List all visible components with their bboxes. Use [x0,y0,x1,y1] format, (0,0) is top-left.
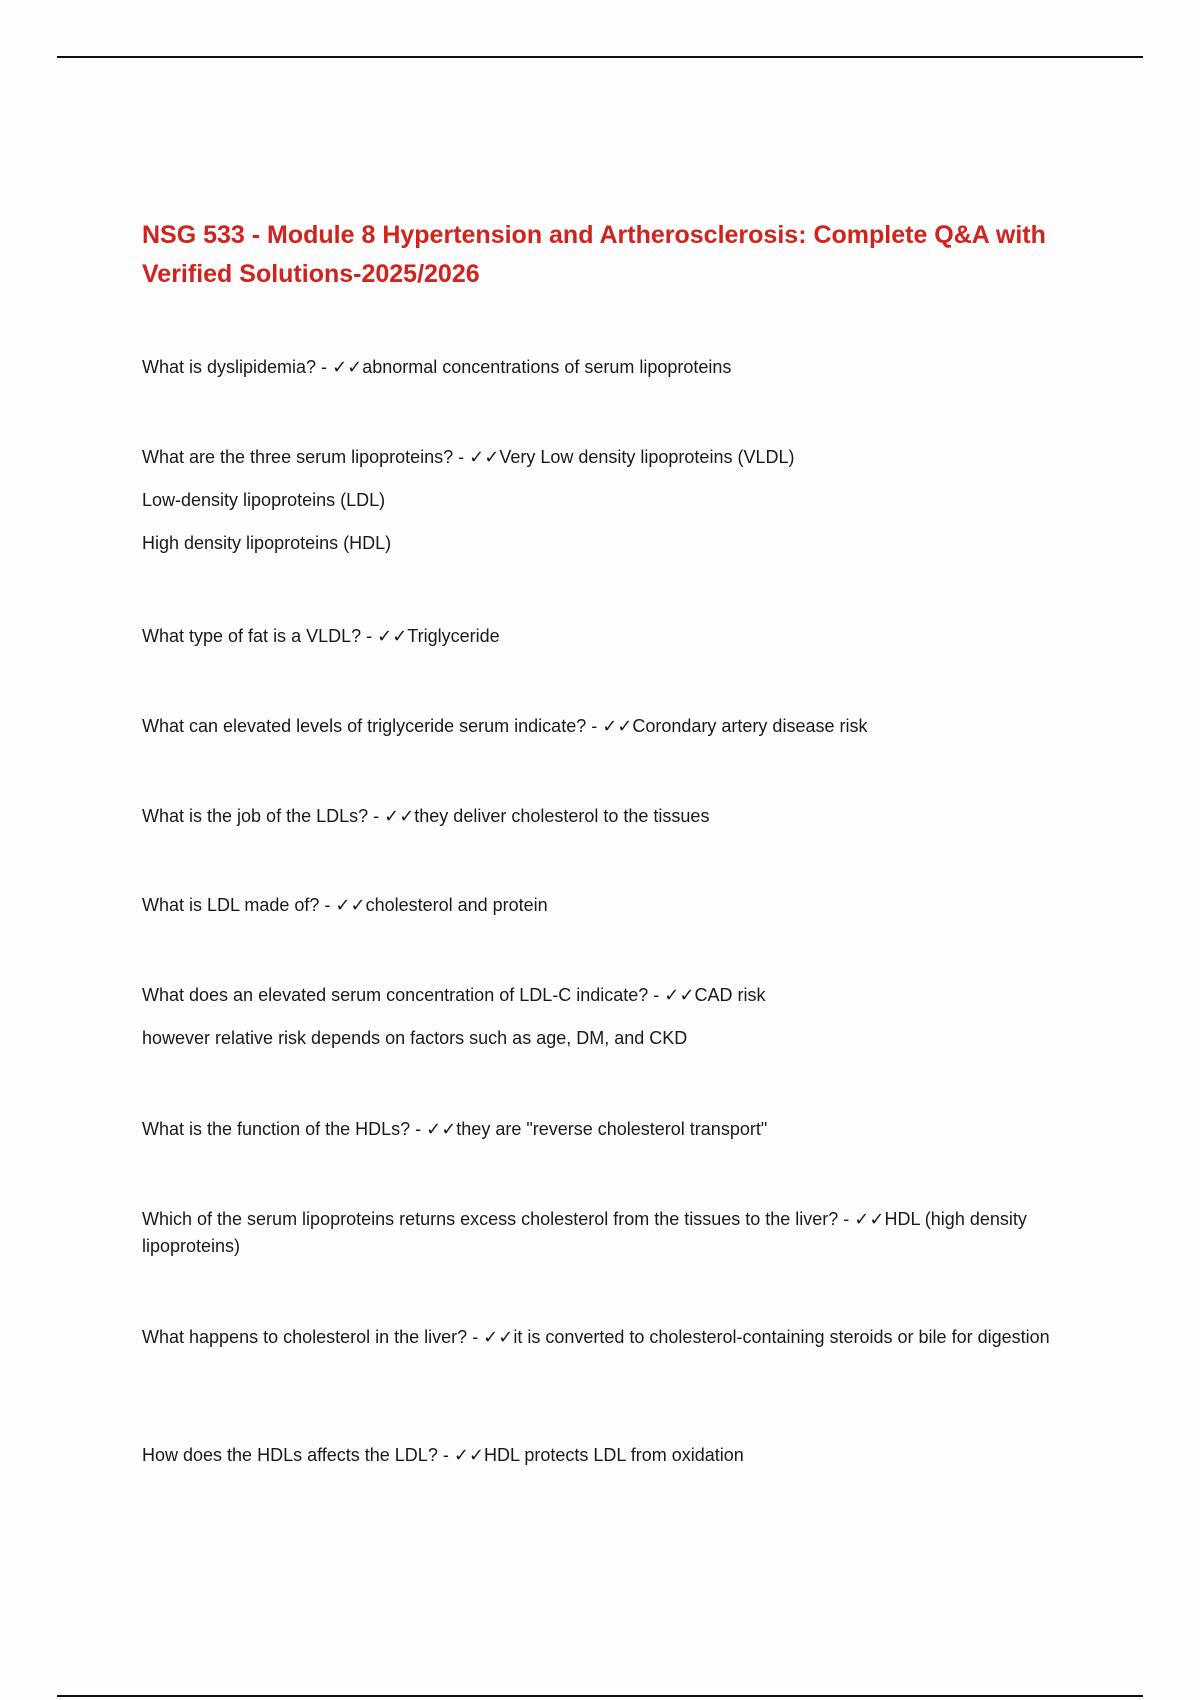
qa-extra-line: High density lipoproteins (HDL) [142,533,392,553]
footer-rule [57,1695,1143,1697]
qa-text: How does the HDLs affects the LDL? - ✓✓HDL protects LDL from oxidation [142,1445,744,1465]
qa-extra-line: however relative risk depends on factors such as age, DM, and CKD [142,1028,688,1048]
qa-text: What is the function of the HDLs? - ✓✓they are "reverse cholesterol transport" [142,1119,768,1139]
qa-extra-line: Low-density lipoproteins (LDL) [142,490,386,510]
qa-text: What are the three serum lipoproteins? - ✓✓Very Low density lipoproteins (VLDL) [142,447,795,467]
qa-item-4 [142,713,1072,740]
header-rule [57,56,1143,58]
qa-text: What is the job of the LDLs? - ✓✓they deliver cholesterol to the tissues [142,806,710,826]
qa-text: What can elevated levels of triglyceride serum indicate? - ✓✓Corondary artery disease risk [142,716,868,736]
qa-item-7 [142,982,1072,1052]
qa-item-5 [142,803,1072,830]
qa-item-2 [142,444,1072,557]
qa-text: What happens to cholesterol in the liver? - ✓✓it is converted to cholesterol-containing steroids or bile for digestion [142,1327,1050,1347]
qa-item-10 [142,1324,1072,1351]
qa-text: Which of the serum lipoproteins returns excess cholesterol from the tissues to the liver? - ✓✓HDL (high density lipoproteins) [142,1209,1027,1256]
qa-item-11 [142,1442,1072,1469]
qa-item-8 [142,1116,1072,1143]
qa-text: What is LDL made of? - ✓✓cholesterol and protein [142,895,548,915]
qa-text: What is dyslipidemia? - ✓✓abnormal concentrations of serum lipoproteins [142,357,732,377]
document-title: NSG 533 - Module 8 Hypertension and Artherosclerosis: Complete Q&A with Verified Solutions-2025/2026 [142,221,1046,288]
qa-text: What does an elevated serum concentration of LDL-C indicate? - ✓✓CAD risk [142,985,766,1005]
qa-text: What type of fat is a VLDL? - ✓✓Triglyceride [142,626,500,646]
qa-item-6 [142,892,1072,919]
qa-item-3 [142,623,1072,650]
qa-item-9 [142,1206,1072,1260]
qa-item-1 [142,354,1072,381]
